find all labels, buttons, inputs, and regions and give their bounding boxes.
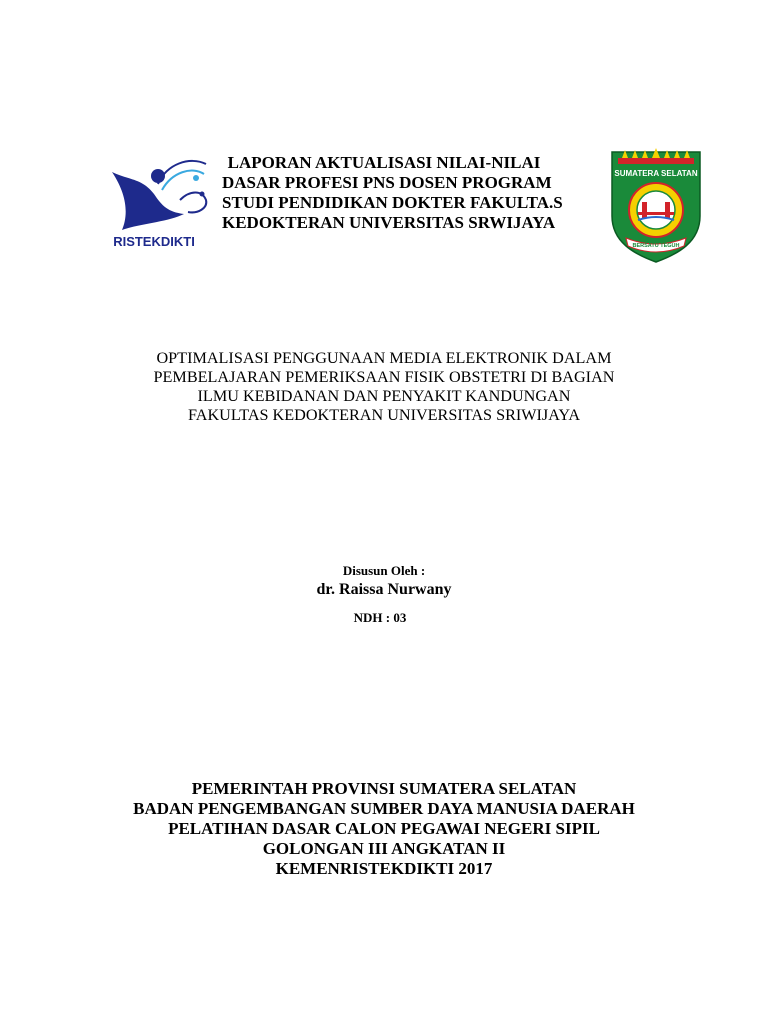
- header-title-line: LAPORAN AKTUALISASI NILAI-NILAI: [227, 153, 541, 172]
- subject-line: FAKULTAS KEDOKTERAN UNIVERSITAS SRIWIJAYA: [187, 406, 581, 424]
- header-title-line: DASAR PROFESI PNS DOSEN PROGRAM: [222, 173, 552, 192]
- footer-line: BADAN PENGEMBANGAN SUMBER DAYA MANUSIA DAERAH: [133, 799, 635, 818]
- subject-line: OPTIMALISASI PENGGUNAAN MEDIA ELEKTRONIK DALAM: [156, 349, 612, 367]
- header-title-line: KEDOKTERAN UNIVERSITAS SRWIJAYA: [222, 213, 556, 232]
- footer-line: GOLONGAN III ANGKATAN II: [262, 839, 506, 858]
- author-ndh: NDH : 03: [353, 610, 407, 625]
- sumatera-selatan-emblem-icon: [608, 146, 704, 264]
- report-subject: [84, 349, 684, 425]
- emblem-motto-text: BERSATU TEGUH: [632, 243, 680, 249]
- footer-line: PELATIHAN DASAR CALON PEGAWAI NEGERI SIPIL: [168, 819, 600, 838]
- ristekdikti-logo-icon: [98, 150, 210, 250]
- subject-line: ILMU KEBIDANAN DAN PENYAKIT KANDUNGAN: [197, 387, 571, 405]
- author-name: dr. Raissa Nurwany: [316, 581, 452, 598]
- header-title-line: STUDI PENDIDIKAN DOKTER FAKULTA.S: [222, 193, 563, 212]
- author-label: Disusun Oleh :: [342, 563, 426, 578]
- ristekdikti-caption: RISTEKDIKTI: [113, 234, 195, 249]
- footer-line: PEMERINTAH PROVINSI SUMATERA SELATAN: [191, 779, 577, 798]
- institution-footer: [84, 779, 684, 879]
- report-header-title: [222, 153, 563, 233]
- subject-line: PEMBELAJARAN PEMERIKSAAN FISIK OBSTETRI DI BAGIAN: [153, 368, 615, 386]
- footer-line: KEMENRISTEKDIKTI 2017: [275, 859, 493, 878]
- emblem-top-text: SUMATERA SELATAN: [614, 169, 698, 178]
